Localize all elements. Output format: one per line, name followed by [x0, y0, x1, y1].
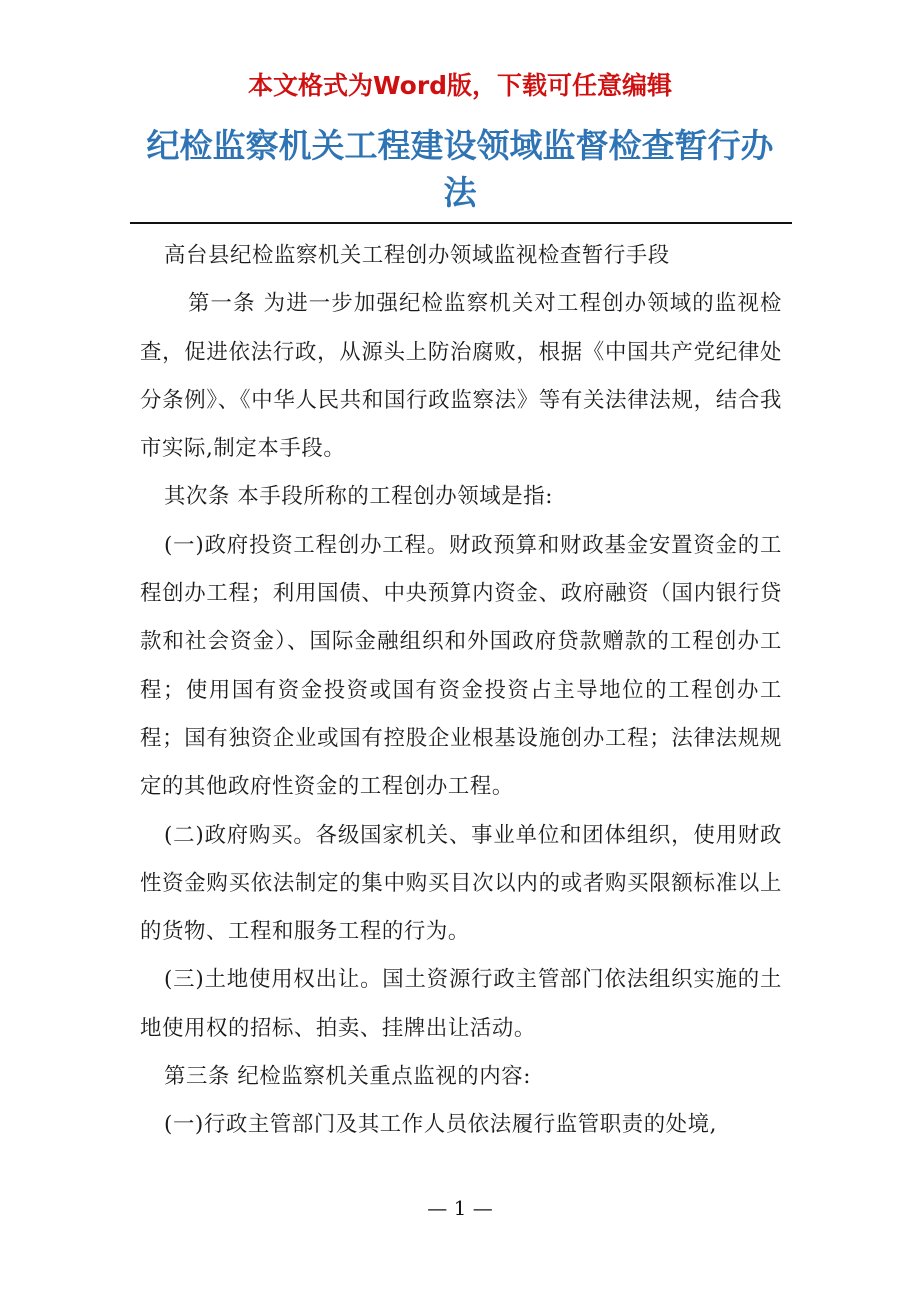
download-banner: 本文格式为Word版，下载可任意编辑: [247, 71, 673, 100]
document-body: [140, 232, 782, 1150]
article-2-item-2: (二)政府购买。各级国家机关、事业单位和团体组织，使用财政性资金购买依法制定的集中购买目次以内的或者购买限额标准以上的货物、工程和服务工程的行为。: [140, 822, 782, 945]
document-title: 纪检监察机关工程建设领域监督检查暂行办法: [146, 126, 774, 212]
article-3-item-1: (一)行政主管部门及其工作人员依法履行监管职责的处境,: [164, 1112, 718, 1138]
article-2-item-1: (一)政府投资工程创办工程。财政预算和财政基金安置资金的工程创办工程；利用国债、中央预算内资金、政府融资（国内银行贷款和社会资金）、国际金融组织和外国政府贷款赠款的工程创办工程；使用国有资金投资或国有资金投资占主导地位的工程创办工程；国有独资企业或国有控股企业根基设施创办工程；法律法规规定的其他政府性资金的工程创办工程。: [140, 532, 782, 800]
title-divider: [130, 222, 792, 224]
article-2-item-3: (三)土地使用权出让。国土资源行政主管部门依法组织实施的土地使用权的招标、拍卖、挂牌出让活动。: [140, 967, 782, 1041]
article-1-paragraph: 第一条 为进一步加强纪检监察机关对工程创办领域的监视检查，促进依法行政，从源头上防治腐败，根据《中国共产党纪律处分条例》、《中华人民共和国行政监察法》等有关法律法规，结合我市实际,制定本手段。: [140, 291, 782, 462]
page-number: — 1 —: [427, 1196, 493, 1220]
document-subtitle: 高台县纪检监察机关工程创办领域监视检查暂行手段: [164, 243, 670, 268]
article-3-heading: 第三条 纪检监察机关重点监视的内容:: [164, 1064, 532, 1090]
article-2-heading: 其次条 本手段所称的工程创办领域是指:: [164, 484, 554, 510]
